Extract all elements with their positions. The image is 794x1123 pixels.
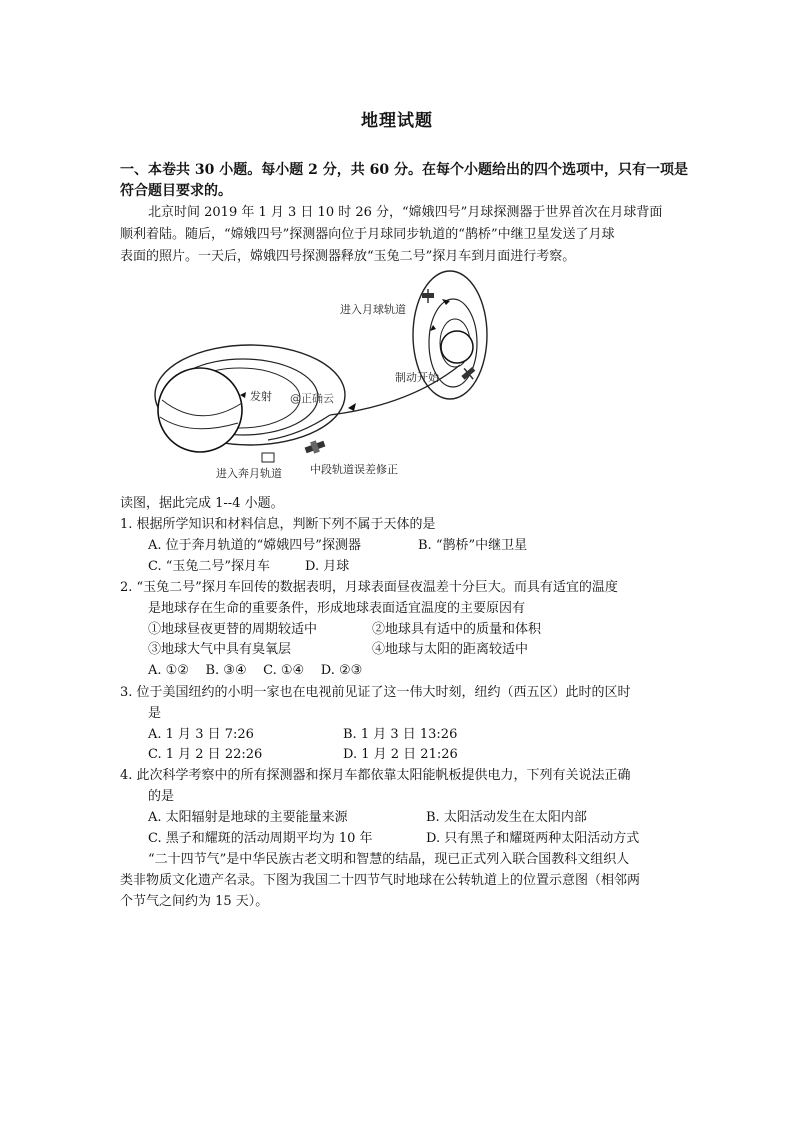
read-prompt: 读图，据此完成 1--4 小题。 [120,496,284,511]
passage2-line1: “二十四节气”是中华民族古老文明和智慧的结晶，现已正式列入联合国教科文组织人 [148,852,630,867]
page-title: 地理试题 [361,111,433,131]
section-heading-line1: 一、本卷共 30 小题。每小题 2 分，共 60 分。在每个小题给出的四个选项中，只有一项是 [120,162,688,178]
q2-choices: A. ①② B. ③④ C. ①④ D. ②③ [148,663,363,678]
q4-option-d: D. 只有黑子和耀斑两种太阳活动方式 [426,831,640,846]
label-watermark: @正确云 [290,392,334,405]
q3-option-d: D. 1 月 2 日 21:26 [343,747,458,762]
q2-stem-line1: 2. “玉兔二号”探月车回传的数据表明，月球表面昼夜温差十分巨大。而具有适宜的温度 [120,580,618,595]
transfer-trajectory-start [268,415,330,440]
q2-stem-line2: 是地球存在生命的重要条件，形成地球表面适宜温度的主要原因有 [148,601,526,616]
q1-stem: 1. 根据所学知识和材料信息，判断下列不属于天体的是 [120,517,436,532]
q2-statement-2: ②地球具有适中的质量和体积 [372,622,542,637]
q3-stem-line2: 是 [148,706,162,721]
label-launch: 发射 [250,390,272,403]
passage1-line3: 表面的照片。一天后，嫦娥四号探测器释放“玉兔二号”探月车到月面进行考察。 [120,249,576,264]
passage2-line2: 类非物质文化遗产名录。下图为我国二十四节气时地球在公转轨道上的位置示意图（相邻两 [120,873,641,888]
q3-stem-line1: 3. 位于美国纽约的小明一家也在电视前见证了这一伟大时刻，纽约（西五区）此时的区时 [120,685,631,700]
q3-option-b: B. 1 月 3 日 13:26 [343,727,458,742]
moon [441,331,473,363]
label-brake-start: 制动开始 [395,371,439,384]
q3-option-a: A. 1 月 3 日 7:26 [148,727,254,742]
label-enter-transfer-orbit: 进入奔月轨道 [216,467,282,480]
trajectory-arrow-icon [348,403,356,411]
q1-option-d: D. 月球 [305,559,350,574]
passage1-line1: 北京时间 2019 年 1 月 3 日 10 时 26 分，“嫦娥四号”月球探测器于世界首次在月球背面 [148,205,663,220]
q4-option-c: C. 黑子和耀斑的活动周期平均为 10 年 [148,831,373,846]
q3-option-c: C. 1 月 2 日 22:26 [148,747,263,762]
passage2-line3: 个节气之间约为 15 天）。 [120,894,269,909]
transfer-marker-icon [262,453,274,462]
q2-statement-1: ①地球昼夜更替的周期较适中 [148,622,318,637]
label-midcourse-correction: 中段轨道误差修正 [310,463,398,476]
q2-statement-4: ④地球与太阳的距离较适中 [372,642,529,657]
label-enter-lunar-orbit: 进入月球轨道 [340,303,406,316]
q1-option-a: A. 位于奔月轨道的“嫦娥四号”探测器 [148,538,361,553]
q2-statement-3: ③地球大气中具有臭氧层 [148,642,292,657]
q4-option-a: A. 太阳辐射是地球的主要能量来源 [148,810,348,825]
q4-stem-line1: 4. 此次科学考察中的所有探测器和探月车都依靠太阳能帆板提供电力，下列有关说法正确 [120,768,631,783]
section-heading-line2: 符合题目要求的。 [120,183,232,199]
q1-option-c: C. “玉兔二号”探月车 [148,559,271,574]
lunar-orbit-diagram [150,265,500,485]
spacecraft-icon-midcourse [304,438,327,456]
q4-stem-line2: 的是 [148,789,175,804]
q4-option-b: B. 太阳活动发生在太阳内部 [426,810,587,825]
passage1-line2: 顺利着陆。随后，“嫦娥四号”探测器向位于月球同步轨道的“鹊桥”中继卫星发送了月球 [120,227,615,242]
launch-arrow-icon [240,392,246,398]
q1-option-b: B. “鹊桥”中继卫星 [418,538,528,553]
